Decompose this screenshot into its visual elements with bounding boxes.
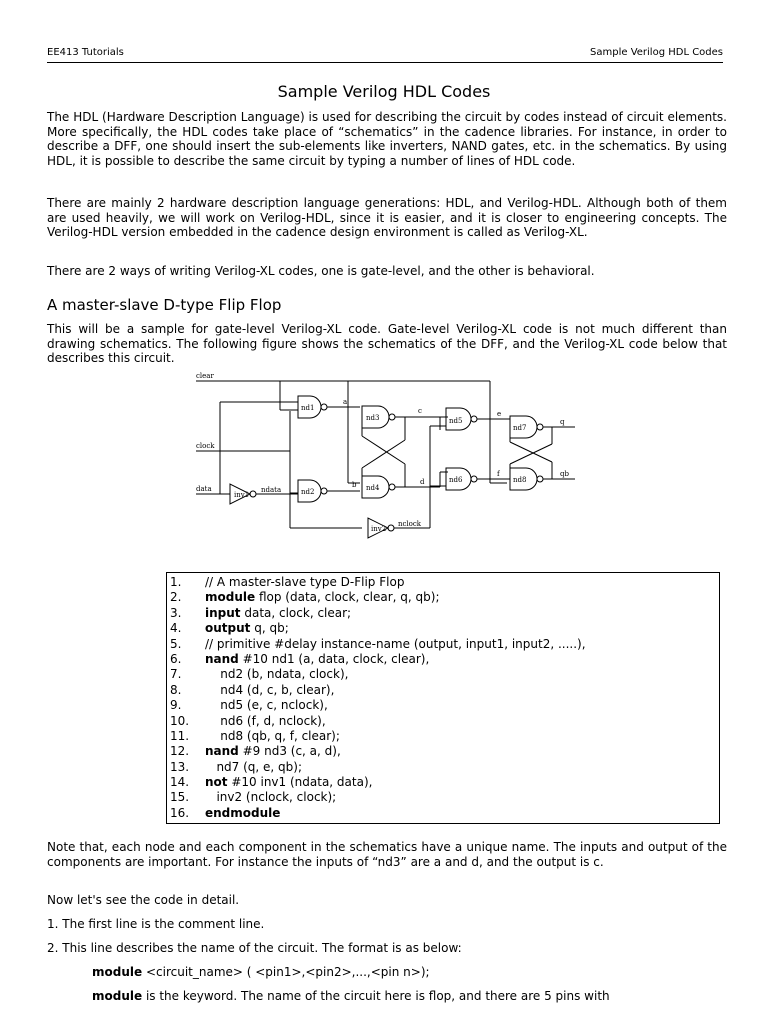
- code-line: 13. nd7 (q, e, qb);: [170, 759, 303, 774]
- output-qb: qb: [560, 470, 569, 478]
- gate-inv2: inv2: [371, 525, 387, 533]
- net-e: e: [497, 410, 502, 418]
- code-line: 11. nd8 (qb, q, f, clear);: [170, 728, 340, 743]
- note-paragraph: Note that, each node and each component in the schematics have a unique name. The inputs and output of the components are important. For instance the inputs of “nd3” are a and d, and the output is c.: [47, 840, 727, 869]
- label-data: data: [196, 485, 212, 493]
- output-q: q: [560, 418, 565, 426]
- gate-nd5: nd5: [449, 417, 463, 425]
- list-item-1: 1. The first line is the comment line.: [47, 917, 265, 931]
- code-line: 3. input data, clock, clear;: [170, 605, 352, 620]
- detail-intro: Now let's see the code in detail.: [47, 893, 240, 907]
- net-b: b: [352, 481, 357, 489]
- section-intro: This will be a sample for gate-level Verilog-XL code. Gate-level Verilog-XL code is not much different than drawing schematics. The following figure shows the schematics of the DFF, and the Verilog-XL code below that describes this circuit.: [47, 322, 727, 365]
- label-clock: clock: [196, 442, 215, 450]
- net-nclock: nclock: [398, 520, 422, 528]
- code-line: 8. nd4 (d, c, b, clear),: [170, 682, 335, 697]
- intro-paragraph-2: There are mainly 2 hardware description language generations: HDL, and Verilog-HDL. Although both of them are used heavily, we will work on Verilog-HDL, since it is easier, and it is closer to engineering concepts. The Verilog-HDL version embedded in the cadence design environment is called as Verilog-XL.: [47, 196, 727, 239]
- net-d: d: [420, 478, 425, 486]
- header-left: EE413 Tutorials: [47, 47, 124, 58]
- code-line: 10. nd6 (f, d, nclock),: [170, 713, 326, 728]
- net-f: f: [497, 470, 500, 478]
- code-line: 6. nand #10 nd1 (a, data, clock, clear),: [170, 651, 430, 666]
- code-line: 1. // A master-slave type D-Flip Flop: [170, 575, 405, 589]
- code-line: 15. inv2 (nclock, clock);: [170, 790, 337, 805]
- code-listing: [166, 572, 720, 824]
- code-line: 5. // primitive #delay instance-name (output, input1, input2, .....),: [170, 636, 586, 651]
- label-clear: clear: [196, 372, 214, 380]
- gate-nd8: nd8: [513, 476, 527, 484]
- code-line: 2. module flop (data, clock, clear, q, qb);: [170, 590, 440, 605]
- module-syntax: module <circuit_name> ( <pin1>,<pin2>,...,<pin n>);: [92, 965, 430, 979]
- page-title: Sample Verilog HDL Codes: [277, 82, 491, 101]
- intro-paragraph-1: The HDL (Hardware Description Language) is used for describing the circuit by codes instead of circuit elements. More specifically, the HDL codes take place of “schematics” in the cadence libraries. For instance, in order to describe a DFF, one should insert the sub-elements like inverters, NAND gates, etc. in the schematics. By using HDL, it is possible to describe the same circuit by typing a number of lines of HDL code.: [47, 110, 727, 168]
- header-rule: [47, 62, 723, 63]
- gate-nd1: nd1: [301, 404, 315, 412]
- code-line: 14. not #10 inv1 (ndata, data),: [170, 775, 373, 790]
- gate-inv1: inv1: [234, 491, 250, 499]
- list-item-2: 2. This line describes the name of the circuit. The format is as below:: [47, 941, 462, 955]
- dff-schematic: [190, 368, 580, 550]
- section-title: A master-slave D-type Flip Flop: [47, 296, 282, 314]
- code-line: 4. output q, qb;: [170, 621, 289, 636]
- page-header: [47, 47, 723, 60]
- module-explanation: module is the keyword. The name of the circuit here is flop, and there are 5 pins with: [92, 989, 610, 1003]
- net-ndata: ndata: [261, 486, 282, 494]
- intro-paragraph-3: There are 2 ways of writing Verilog-XL codes, one is gate-level, and the other is behavioral.: [47, 264, 595, 278]
- code-line: 16. endmodule: [170, 805, 281, 820]
- gate-nd2: nd2: [301, 488, 315, 496]
- code-line: 7. nd2 (b, ndata, clock),: [170, 667, 349, 682]
- net-c: c: [418, 407, 422, 415]
- gate-nd6: nd6: [449, 476, 463, 484]
- gate-nd4: nd4: [366, 484, 380, 492]
- gate-nd3: nd3: [366, 414, 380, 422]
- net-a: a: [343, 398, 348, 406]
- gate-nd7: nd7: [513, 424, 527, 432]
- code-line: 12. nand #9 nd3 (c, a, d),: [170, 744, 341, 759]
- header-right: Sample Verilog HDL Codes: [590, 47, 723, 58]
- code-line: 9. nd5 (e, c, nclock),: [170, 698, 328, 713]
